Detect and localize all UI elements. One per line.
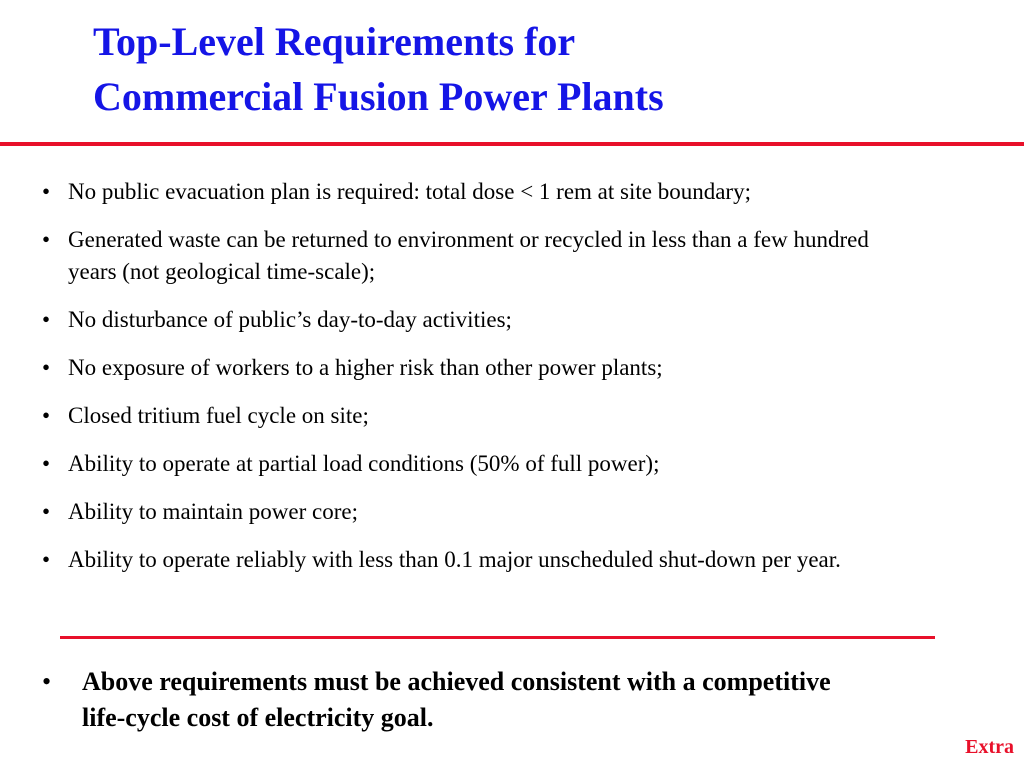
requirement-text: No public evacuation plan is required: total dose < 1 rem at site boundary; bbox=[68, 179, 751, 204]
bullet-icon: • bbox=[42, 227, 51, 252]
summary-text: Above requirements must be achieved consistent with a competitive life-cycle cost of electricity goal. bbox=[82, 667, 831, 732]
requirement-text: Ability to operate reliably with less than 0.1 major unscheduled shut-down per year. bbox=[68, 547, 841, 572]
requirement-item bbox=[42, 304, 922, 336]
bullet-icon: • bbox=[42, 307, 51, 332]
bullet-icon: • bbox=[42, 547, 51, 572]
bullet-icon: • bbox=[42, 355, 51, 380]
requirement-item bbox=[42, 352, 922, 384]
requirements-list bbox=[42, 176, 922, 592]
requirement-text: Ability to operate at partial load conditions (50% of full power); bbox=[68, 451, 660, 476]
title-divider bbox=[0, 142, 1024, 146]
requirement-text: Closed tritium fuel cycle on site; bbox=[68, 403, 369, 428]
bullet-icon: • bbox=[42, 667, 52, 696]
footer-tag: Extra bbox=[965, 736, 1014, 758]
slide-title-line-2: Commercial Fusion Power Plants bbox=[93, 74, 664, 119]
bullet-icon: • bbox=[42, 179, 51, 204]
slide-title-line-1: Top-Level Requirements for bbox=[93, 19, 576, 64]
requirement-text: Ability to maintain power core; bbox=[68, 499, 358, 524]
requirement-item bbox=[42, 448, 922, 480]
section-divider bbox=[60, 636, 935, 639]
requirement-text: No exposure of workers to a higher risk than other power plants; bbox=[68, 355, 663, 380]
requirement-item bbox=[42, 544, 922, 576]
requirement-text: No disturbance of public’s day-to-day activities; bbox=[68, 307, 512, 332]
bullet-icon: • bbox=[42, 499, 51, 524]
slide-title bbox=[93, 14, 664, 124]
requirement-item bbox=[42, 496, 922, 528]
requirement-item bbox=[42, 176, 922, 208]
requirement-item bbox=[42, 400, 922, 432]
requirement-item bbox=[42, 224, 922, 288]
requirement-text: Generated waste can be returned to environment or recycled in less than a few hundred years (not geological time-scale); bbox=[68, 227, 869, 284]
summary-statement bbox=[42, 664, 842, 736]
bullet-icon: • bbox=[42, 451, 51, 476]
bullet-icon: • bbox=[42, 403, 51, 428]
